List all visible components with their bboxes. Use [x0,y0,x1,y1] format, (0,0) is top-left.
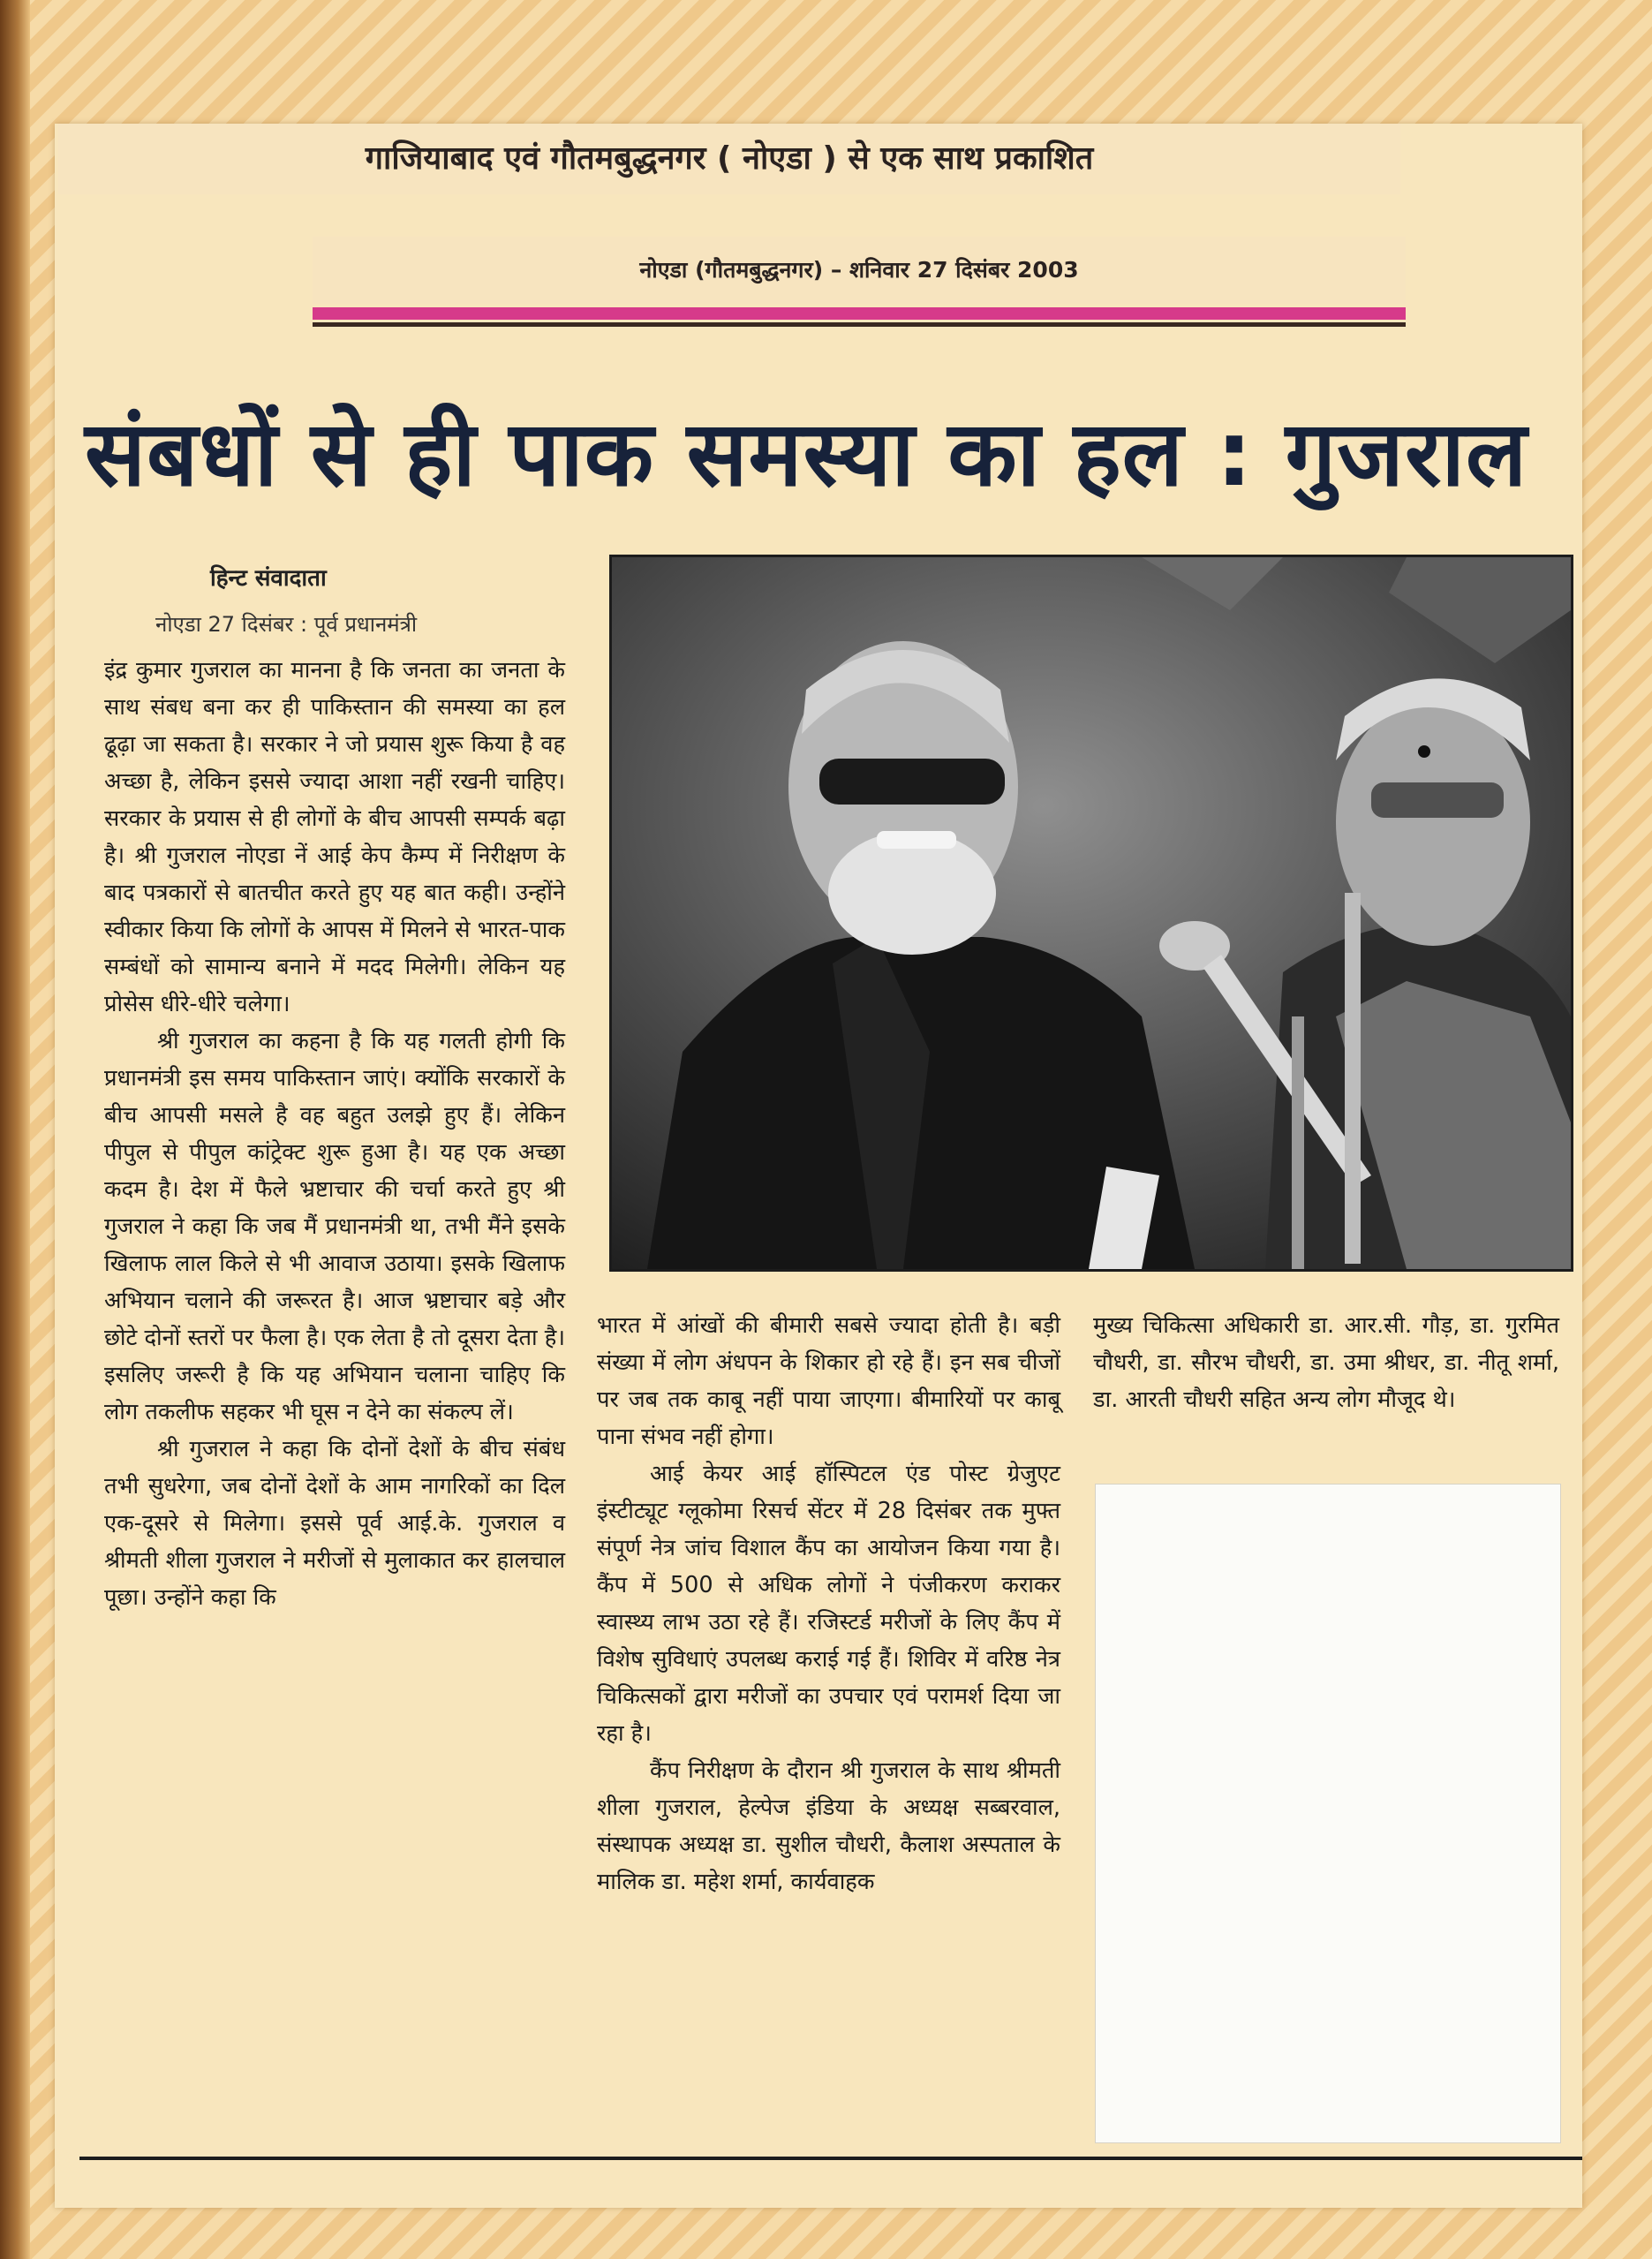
article-column-2 [597,1307,1060,1900]
paragraph: इंद्र कुमार गुजराल का मानना है कि जनता का जनता के साथ संबध बना कर ही पाकिस्तान की समस्या का हल ढूढ़ा जा सकता है। सरकार ने जो प्रयास शुरू किया है वह अच्छा है, लेकिन इससे ज्यादा आशा नहीं रखनी चाहिए। सरकार के प्रयास से ही लोगों के बीच आपसी सम्पर्क बढ़ा है। श्री गुजराल नोएडा नें आई केप कैम्प में निरीक्षण के बाद पत्रकारों से बातचीत करते हुए यह बात कही। उन्होंने स्वीकार किया कि लोगों के आपस में मिलने से भारत-पाक सम्बंधों को सामान्य बनाने में मदद मिलेगी। लेकिन यह प्रोसेस धीरे-धीरे चलेगा। [104,657,565,1017]
edition-banner: गाजियाबाद एवं गौतमबुद्धनगर ( नोएडा ) से एक साथ प्रकाशित [58,124,1400,194]
news-photo [609,555,1573,1272]
blank-advert-space [1095,1484,1561,2143]
paragraph: श्री गुजराल का कहना है कि यह गलती होगी कि प्रधानमंत्री इस समय पाकिस्तान जाएं। क्योंकि सरकारों के बीच आपसी मसले है वह बहुत उलझे हुए हैं। लेकिन पीपुल से पीपुल कांट्रेक्ट शुरू हुआ है। यह एक अच्छा कदम है। देश में फैले भ्रष्टाचार की चर्चा करते हुए श्री गुजराल ने कहा कि जब मैं प्रधानमंत्री था, तभी मैंने इसके खिलाफ लाल किले से भी आवाज उठाया। इसके खिलाफ अभियान चलाने की जरूरत है। आज भ्रष्टाचार बड़े और छोटे दोनों स्तरों पर फैला है। एक लेता है तो दूसरा देता है। इसलिए जरूरी है कि यह अभियान चलाना चाहिए कि लोग तकलीफ सहकर भी घूस न देने का संकल्प लें। [104,1028,565,1425]
dateline: नोएडा 27 दिसंबर : पूर्व प्रधानमंत्री [155,612,418,637]
paragraph: आई केयर आई हॉस्पिटल एंड पोस्ट ग्रेजुएट इंस्टीट्यूट ग्लूकोमा रिसर्च सेंटर में 28 दिसंबर तक मुफ्त संपूर्ण नेत्र जांच विशाल कैंप का आयोजन किया गया है। कैंप में 500 से अधिक लोगों ने पंजीकरण कराकर स्वास्थ्य लाभ उठा रहे हैं। रजिस्टर्ड मरीजों के लिए कैंप में विशेष सुविधाएं उपलब्ध कराई गई हैं। शिविर में वरिष्ठ नेत्र चिकित्सकों द्वारा मरीजों का उपचार एवं परामर्श दिया जा रहा है। [597,1461,1060,1747]
byline: हिन्ट संवादाता [210,565,327,592]
article-column-3 [1093,1307,1559,1418]
paragraph: कैंप निरीक्षण के दौरान श्री गुजराल के साथ श्रीमती शीला गुजराल, हेल्पेज इंडिया के अध्यक्ष सब्बरवाल, संस्थापक अध्यक्ष डा. सुशील चौधरी, कैलाश अस्पताल के मालिक डा. महेश शर्मा, कार्यवाहक [597,1757,1060,1895]
paragraph: भारत में आंखों की बीमारी सबसे ज्यादा होती है। बड़ी संख्या में लोग अंधपन के शिकार हो रहे हैं। इन सब चीजों पर जब तक काबू नहीं पाया जाएगा। बीमारियों पर काबू पाना संभव नहीं होगा। [597,1312,1060,1450]
paragraph: श्री गुजराल ने कहा कि दोनों देशों के बीच संबंध तभी सुधरेगा, जब दोनों देशों के आम नागरिकों का दिल एक-दूसरे से मिलेगा। इससे पूर्व आई.के. गुजराल व श्रीमती शीला गुजराल ने मरीजों से मुलाकात कर हालचाल पूछा। उन्होंने कहा कि [104,1436,565,1611]
paragraph: मुख्य चिकित्सा अधिकारी डा. आर.सी. गौड़, डा. गुरमित चौधरी, डा. सौरभ चौधरी, डा. उमा श्रीधर, डा. नीतू शर्मा, डा. आरती चौधरी सहित अन्य लोग मौजूद थे। [1093,1312,1559,1413]
article-column-1 [104,652,565,1616]
masthead-rule-dark [313,322,1406,327]
binder-edge [0,0,30,2259]
article-headline: संबधों से ही पाक समस्या का हल : गुजराल [85,402,1528,507]
masthead-rule-pink [313,307,1406,320]
photo-illustration [612,557,1571,1269]
date-banner: नोएडा (गौतमबुद्धनगर) – शनिवार 27 दिसंबर 2003 [313,237,1406,304]
bottom-rule [79,2157,1582,2160]
